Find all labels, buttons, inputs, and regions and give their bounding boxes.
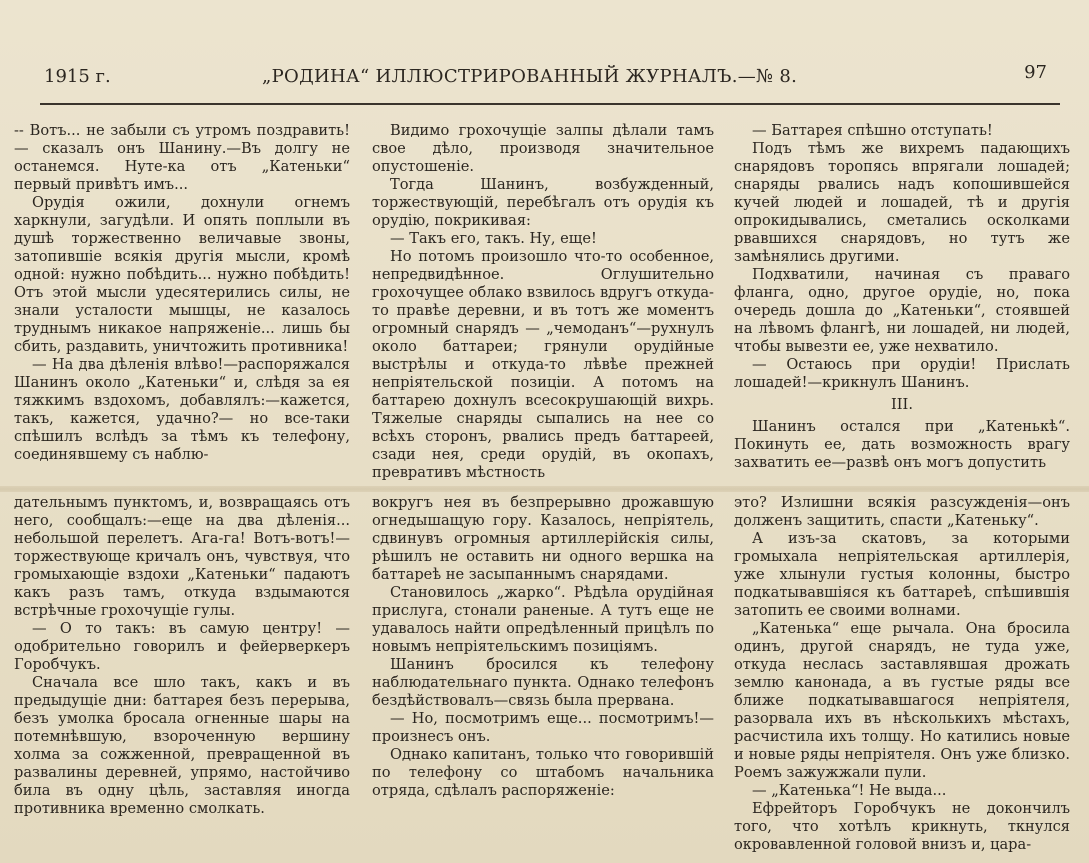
paragraph: Становилось „жарко“. Рѣдѣла орудійная прислуга, стонали раненые. А тутъ еще не удавалось найти опредѣленный прицѣлъ по новымъ непріятельскимъ позиціямъ.: [372, 584, 714, 655]
top-column-3: [734, 122, 1070, 482]
paragraph: -- Вотъ... не забыли съ утромъ поздравить! — сказалъ онъ Шанину.—Въ долгу не останемся. Нутe-ка отъ „Катеньки“ первый привѣтъ имъ...: [14, 122, 350, 193]
paragraph: — „Катенька“! Не выда...: [752, 782, 947, 799]
bottom-column-3: [734, 494, 1070, 854]
section-number: III.: [891, 396, 913, 413]
issue-year: 1915 г.: [44, 66, 111, 87]
page-fold: [0, 486, 1089, 492]
paragraph: вокругъ нея въ безпрерывно дрожавшую огнедышащую гору. Казалось, непріятель, сдвинувъ огромныя артиллерійскія силы, рѣшилъ не оставить ни одного вершка на баттареѣ не засыпаннымъ снарядами.: [372, 494, 714, 583]
paragraph: — Баттарея спѣшно отступать!: [752, 122, 993, 139]
paragraph: „Катенька“ еще рычала. Она бросила одинъ, другой снарядъ, не туда уже, откуда неслась заставлявшая дрожать землю канонада, а въ густые ряды все ближе подкатывавшагося непріятеля, разорвала ихъ въ нѣсколькихъ мѣстахъ, расчистила ихъ толщу. Но катились новые и новые ряды непріятеля. Онъ уже близко. Роемъ зажужжали пули.: [734, 620, 1070, 781]
paragraph: Шанинъ остался при „Катенькѣ“. Покинуть ее, дать возможность врагу захватить ее—развѣ онъ могъ допустить: [734, 418, 1070, 471]
top-column-1: [14, 122, 350, 482]
journal-title: „РОДИНА“ ИЛЛЮСТРИРОВАННЫЙ ЖУРНАЛЪ.—№ 8.: [262, 66, 798, 87]
paragraph: Орудія ожили, дохнули огнемъ харкнули, загудѣли. И опять поплыли въ душѣ торжественно величавые звоны, затопившіе всякія другія мысли, кромѣ одной: нужно побѣдить... нужно побѣдить! Отъ этой мысли удесятерились силы, не знали усталости мышцы, не казалось труднымъ никакое напряженіе... лишь бы сбить, раздавить, уничтожить противника!: [14, 194, 350, 355]
bottom-column-1: [14, 494, 350, 854]
bottom-column-2: [372, 494, 714, 854]
paragraph: Ефрейторъ Горобчукъ не докончилъ того, что хотѣлъ крикнуть, ткнулся окровавленной головой внизъ и, цара-: [734, 800, 1070, 853]
paragraph: — Но, посмотримъ еще... посмотримъ!—произнесъ онъ.: [372, 710, 714, 745]
paragraph: Сначала все шло такъ, какъ и въ предыдущіе дни: баттарея безъ перерыва, безъ умолка бросала огненные шары на потемнѣвшую, взороченную вершину холма за сожженной, превращенной въ развалины деревней, упрямо, настойчиво била въ одну цѣль, заставляя иногда противника временно смолкать.: [14, 674, 350, 817]
paragraph: — Остаюсь при орудіи! Прислать лошадей!—крикнулъ Шанинъ.: [734, 356, 1070, 391]
paragraph: Видимо грохочущіе залпы дѣлали тамъ свое дѣло, производя значительное опустошеніе.: [372, 122, 714, 175]
paragraph: Шанинъ бросился къ телефону наблюдательнаго пункта. Однако телефонъ бездѣйствовалъ—связь была прервана.: [372, 656, 714, 709]
paragraph: Тогда Шанинъ, возбужденный, торжествующій, перебѣгалъ отъ орудія къ орудію, покрикивая:: [372, 176, 714, 229]
top-column-2: [372, 122, 714, 482]
paragraph: Подхватили, начиная съ праваго фланга, одно, другое орудіе, но, пока очередь дошла до „Катеньки“, стоявшей на лѣвомъ флангѣ, ни лошадей, ни людей, чтобы вывезти ее, уже нехватило.: [734, 266, 1070, 355]
paragraph: А изъ-за скатовъ, за которыми громыхала непріятельская артиллерія, уже хлынули густыя колонны, быстро подкатывавшіяся къ баттареѣ, спѣшившія затопить ее своими волнами.: [734, 530, 1070, 619]
paragraph: Подъ тѣмъ же вихремъ падающихъ снарядовъ торопясь впрягали лошадей; снаряды рвались надъ копошившейся кучей людей и лошадей, тѣ и другія опрокидывались, сметались осколками рвавшихся снарядовъ, но тутъ же замѣнялись другими.: [734, 140, 1070, 265]
page-number: 97: [1024, 62, 1047, 83]
paragraph: Но потомъ произошло что-то особенное, непредвидѣнное. Оглушительно грохочущее облако взвилось вдругъ откуда-то правѣе деревни, и въ тотъ же моментъ огромный снарядъ — „чемоданъ“—рухнулъ около баттареи; грянули орудійные выстрѣлы и откуда-то лѣвѣе прежней непріятельской позиціи. А потомъ на баттарею дохнулъ всесокрушающій вихрь. Тяжелые снаряды сыпались на нее со всѣхъ сторонъ, рвались предъ баттареей, сзади нея, среди орудій, въ окопахъ, превративъ мѣстность: [372, 248, 714, 481]
paragraph: Однако капитанъ, только что говорившій по телефону со штабомъ начальника отряда, сдѣлалъ распоряженіе:: [372, 746, 714, 799]
header-rule: [40, 103, 1060, 105]
paragraph: — Такъ его, такъ. Ну, еще!: [390, 230, 597, 247]
paragraph: дательнымъ пунктомъ, и, возвращаясь отъ него, сообщалъ:—еще на два дѣленія... небольшой перелетъ. Ага-га! Вотъ-вотъ!—торжествующе кричалъ онъ, чувствуя, что громыхающіе вздохи „Катеньки“ падаютъ какъ разъ тамъ, откуда вздымаются встрѣчные грохочущіе гулы.: [14, 494, 350, 619]
page-header: [0, 60, 1089, 96]
paragraph: — На два дѣленія влѣво!—распоряжался Шанинъ около „Катеньки“ и, слѣдя за ея тяжкимъ вздохомъ, добавлялъ:—кажется, такъ, кажется, удачно?— но все-таки спѣшилъ вслѣдъ за тѣмъ къ телефону, соединявшему съ наблю-: [14, 356, 350, 463]
paragraph: это? Излишни всякія разсужденія—онъ долженъ защитить, спасти „Катеньку“.: [734, 494, 1070, 529]
paragraph: — О то такъ: въ самую центру! — одобрительно говорилъ и фейерверкеръ Горобчукъ.: [14, 620, 350, 673]
